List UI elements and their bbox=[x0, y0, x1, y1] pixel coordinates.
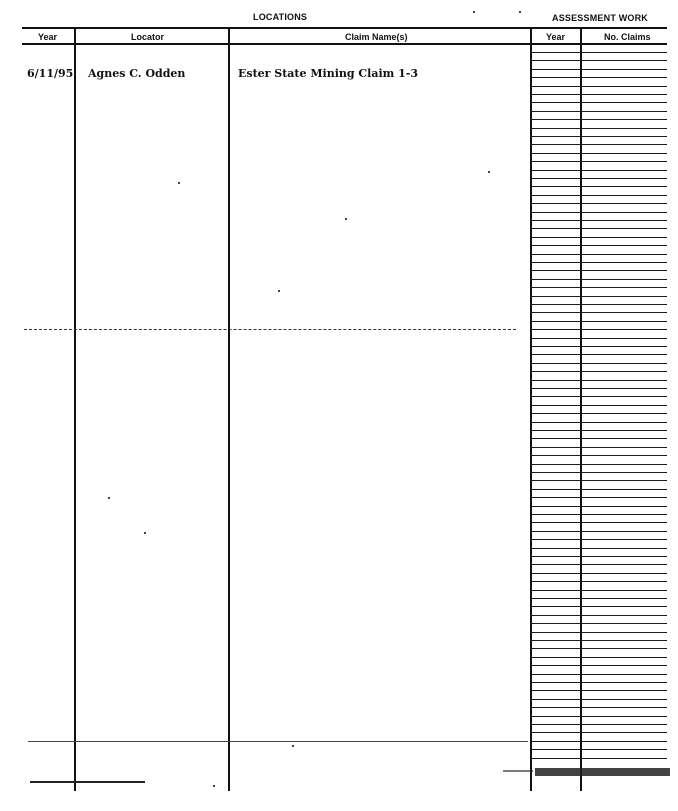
assessment-work-rule bbox=[530, 262, 667, 263]
fold-line-lower bbox=[28, 741, 528, 743]
locator-claim-divider bbox=[228, 27, 230, 791]
assessment-work-rule bbox=[530, 514, 667, 515]
assessment-work-rule bbox=[530, 690, 667, 691]
header-top-rule bbox=[22, 27, 667, 29]
speck bbox=[473, 11, 475, 13]
assessment-work-rule bbox=[530, 195, 667, 196]
assessment-work-rule bbox=[530, 665, 667, 666]
assessment-work-rule bbox=[530, 497, 667, 498]
speck bbox=[292, 745, 294, 747]
assessment-work-rule bbox=[530, 396, 667, 397]
speck bbox=[213, 785, 215, 787]
assessment-work-rule bbox=[530, 564, 667, 565]
assessment-work-rule bbox=[530, 506, 667, 507]
assessment-work-rule bbox=[530, 304, 667, 305]
speck bbox=[345, 218, 347, 220]
header-bottom-rule bbox=[22, 43, 667, 45]
fold-line-middle bbox=[24, 329, 516, 331]
speck bbox=[488, 171, 490, 173]
assessment-work-rule bbox=[530, 716, 667, 717]
entry-claim-name: Ester State Mining Claim 1-3 bbox=[238, 67, 418, 80]
assessment-work-rule bbox=[530, 556, 667, 557]
assessment-work-rule bbox=[530, 615, 667, 616]
assessment-work-rule bbox=[530, 136, 667, 137]
assessment-work-rule bbox=[530, 363, 667, 364]
assessment-work-rule bbox=[530, 346, 667, 347]
speck bbox=[144, 532, 146, 534]
assessment-work-rule bbox=[530, 648, 667, 649]
assessment-work-rule bbox=[530, 296, 667, 297]
assessment-work-rule bbox=[530, 86, 667, 87]
assessment-work-rule bbox=[530, 380, 667, 381]
assessment-work-section-title: ASSESSMENT WORK bbox=[552, 13, 649, 23]
assessment-work-rule bbox=[530, 489, 667, 490]
assessment-work-rule bbox=[530, 472, 667, 473]
assessment-work-rule bbox=[530, 682, 667, 683]
assessment-work-rule bbox=[530, 354, 667, 355]
locator-column-header: Locator bbox=[131, 32, 165, 42]
assessment-work-rule bbox=[530, 186, 667, 187]
speck bbox=[519, 11, 521, 13]
assessment-work-rule bbox=[530, 144, 667, 145]
assessment-work-rule bbox=[530, 581, 667, 582]
assessment-work-rule bbox=[530, 707, 667, 708]
assessment-work-rule bbox=[530, 590, 667, 591]
assessment-work-rule bbox=[530, 749, 667, 750]
claim-names-column-header: Claim Name(s) bbox=[345, 32, 408, 42]
assessment-work-rule bbox=[530, 111, 667, 112]
assessment-work-rule bbox=[530, 237, 667, 238]
assessment-work-rule bbox=[530, 741, 667, 742]
assessment-work-rule bbox=[530, 657, 667, 658]
assessment-work-rule bbox=[530, 312, 667, 313]
assessment-work-rule bbox=[530, 640, 667, 641]
speck bbox=[278, 290, 280, 292]
assessment-work-rule bbox=[530, 480, 667, 481]
assessment-work-rule bbox=[530, 102, 667, 103]
assessment-work-rule bbox=[530, 464, 667, 465]
assessment-work-rule bbox=[530, 270, 667, 271]
assessment-work-rule bbox=[530, 699, 667, 700]
year-column-header: Year bbox=[38, 32, 58, 42]
assessment-work-rule bbox=[530, 161, 667, 162]
assessment-work-rule bbox=[530, 220, 667, 221]
assessment-work-rule bbox=[530, 119, 667, 120]
entry-locator: Agnes C. Odden bbox=[88, 67, 186, 80]
assessment-work-rule bbox=[530, 623, 667, 624]
year-locator-divider bbox=[74, 27, 76, 791]
assessment-work-rule bbox=[530, 321, 667, 322]
assessment-work-rule bbox=[530, 371, 667, 372]
no-claims-column-header: No. Claims bbox=[604, 32, 651, 42]
assessment-work-rule bbox=[530, 279, 667, 280]
assessment-work-rule bbox=[530, 338, 667, 339]
assessment-work-rule bbox=[530, 422, 667, 423]
assessment-work-rule bbox=[530, 531, 667, 532]
assessment-work-rule bbox=[530, 52, 667, 53]
speck bbox=[178, 182, 180, 184]
assessment-work-rule bbox=[530, 758, 667, 759]
assessment-work-rule bbox=[530, 455, 667, 456]
assessment-work-rule bbox=[530, 413, 667, 414]
assessment-work-rule bbox=[530, 287, 667, 288]
assessment-work-rule bbox=[530, 732, 667, 733]
assessment-year-noclaims-divider bbox=[580, 27, 582, 791]
assessment-work-rule bbox=[530, 170, 667, 171]
assessment-work-rule bbox=[530, 228, 667, 229]
assessment-work-rule bbox=[530, 447, 667, 448]
assessment-work-rule bbox=[530, 212, 667, 213]
speck bbox=[108, 497, 110, 499]
claim-assessment-divider bbox=[530, 27, 532, 791]
assessment-work-rule bbox=[530, 178, 667, 179]
assessment-work-rule bbox=[530, 674, 667, 675]
assessment-work-rule bbox=[530, 539, 667, 540]
assessment-work-rule bbox=[530, 77, 667, 78]
assessment-work-rule bbox=[530, 573, 667, 574]
assessment-work-rule bbox=[530, 438, 667, 439]
assessment-work-rule bbox=[530, 632, 667, 633]
assessment-work-rule bbox=[530, 598, 667, 599]
assessment-work-rule bbox=[530, 405, 667, 406]
assessment-work-rule bbox=[530, 548, 667, 549]
entry-year: 6/11/95 bbox=[27, 67, 74, 80]
assessment-work-rule bbox=[530, 128, 667, 129]
assessment-work-rule bbox=[530, 724, 667, 725]
assessment-work-rule bbox=[530, 606, 667, 607]
assessment-work-rule bbox=[530, 94, 667, 95]
assessment-work-rule bbox=[530, 254, 667, 255]
bottom-smudge-right bbox=[535, 768, 670, 776]
assessment-work-rule bbox=[530, 522, 667, 523]
assessment-work-rule bbox=[530, 69, 667, 70]
bottom-smudge-right-2 bbox=[503, 770, 533, 772]
assessment-work-rule bbox=[530, 329, 667, 330]
assessment-year-column-header: Year bbox=[546, 32, 566, 42]
assessment-work-rule bbox=[530, 60, 667, 61]
assessment-work-rule bbox=[530, 388, 667, 389]
bottom-smudge-left bbox=[30, 781, 145, 783]
assessment-work-rule bbox=[530, 245, 667, 246]
assessment-work-rule bbox=[530, 203, 667, 204]
locations-section-title: LOCATIONS bbox=[253, 12, 308, 22]
assessment-work-rule bbox=[530, 430, 667, 431]
assessment-work-rule bbox=[530, 153, 667, 154]
